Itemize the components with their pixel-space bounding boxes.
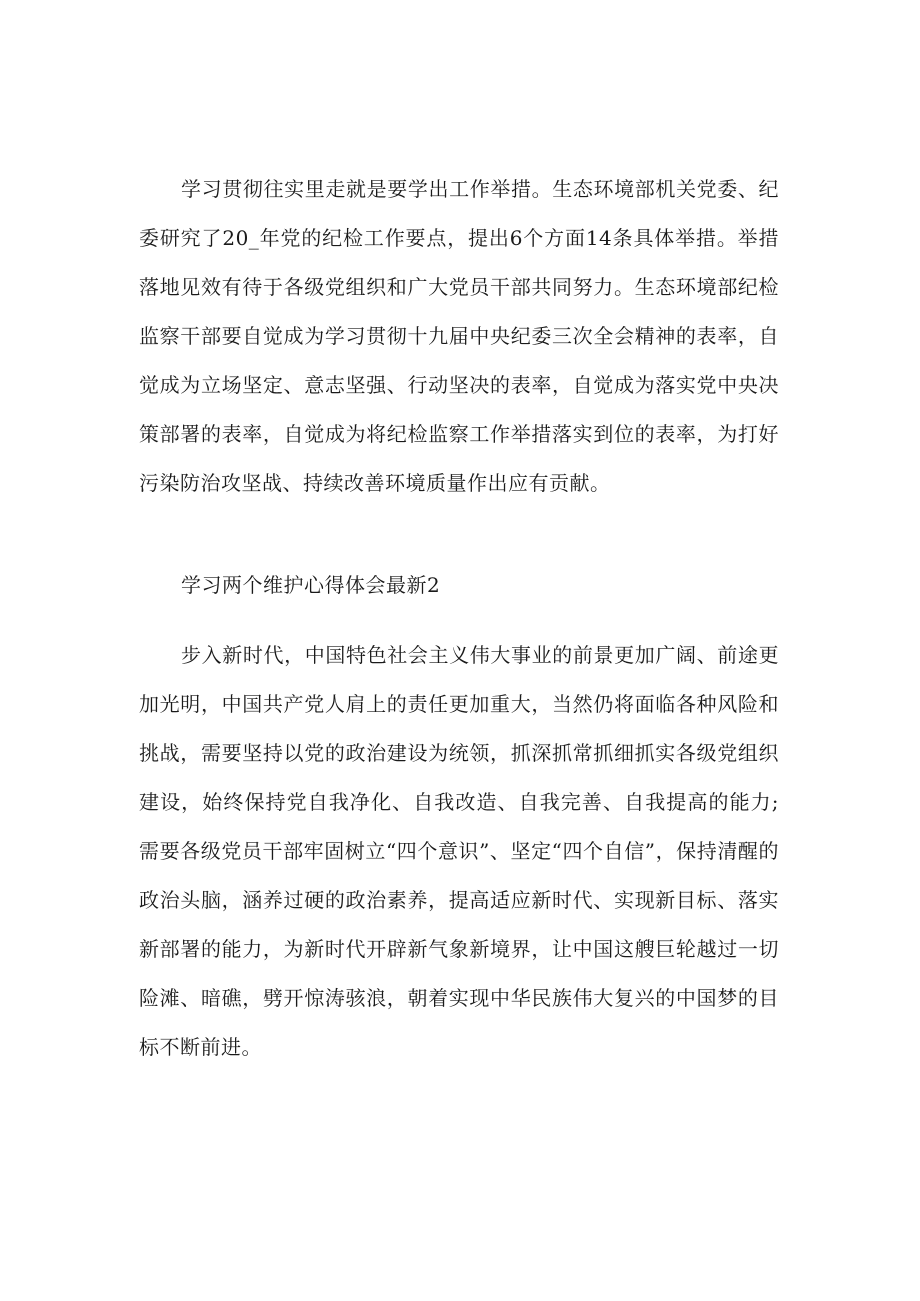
body-paragraph: 步入新时代，中国特色社会主义伟大事业的前景更加广阔、前途更加光明，中国共产党人肩上的责任更加重大，当然仍将面临各种风险和挑战，需要坚持以党的政治建设为统领，抓深抓常抓细抓实各级党组织建设，始终保持党自我净化、自我改造、自我完善、自我提高的能力;需要各级党员干部牢固树立“四个意识”、坚定“四个自信”，保持清醒的政治头脑，涵养过硬的政治素养，提高适应新时代、实现新目标、落实新部署的能力，为新时代开辟新气象新境界，让中国这艘巨轮越过一切险滩、暗礁，劈开惊涛骇浪，朝着实现中华民族伟大复兴的中国梦的目标不断前进。 <box>139 643 779 1059</box>
body-paragraph: 学习贯彻往实里走就是要学出工作举措。生态环境部机关党委、纪委研究了20_年党的纪检工作要点，提出6个方面14条具体举措。举措落地见效有待于各级党组织和广大党员干部共同努力。生态环境部纪检监察干部要自觉成为学习贯彻十九届中央纪委三次全会精神的表率，自觉成为立场坚定、意志坚强、行动坚决的表率，自觉成为落实党中央决策部署的表率，自觉成为将纪检监察工作举措落实到位的表率，为打好污染防治攻坚战、持续改善环境质量作出应有贡献。 <box>139 177 779 495</box>
section-heading: 学习两个维护心得体会最新2 <box>181 573 441 597</box>
